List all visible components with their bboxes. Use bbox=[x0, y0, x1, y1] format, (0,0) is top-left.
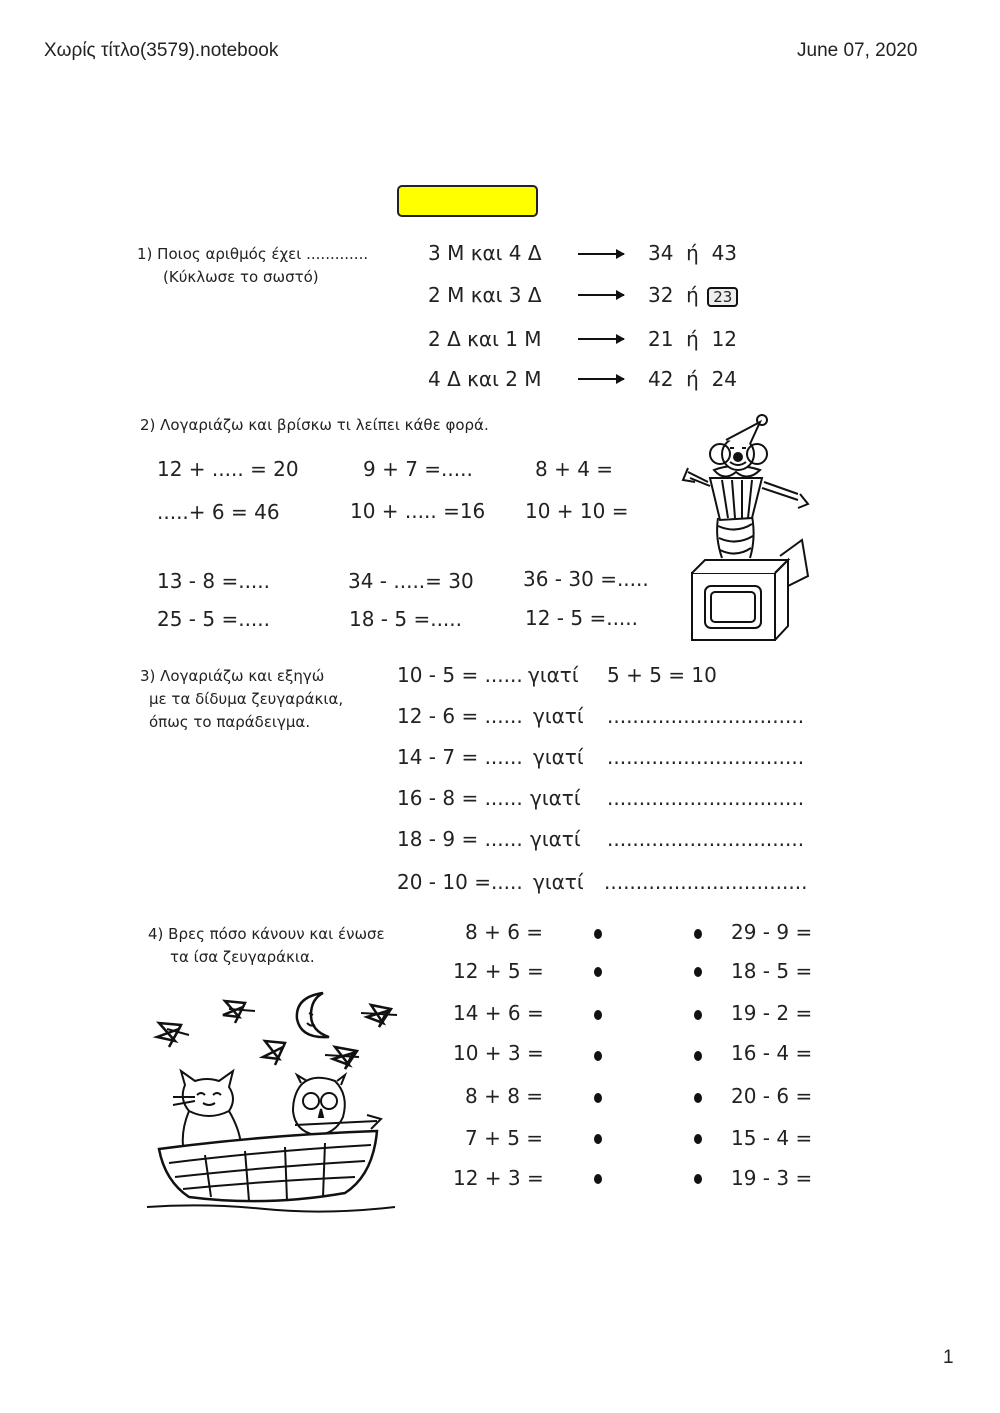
s3-expr: 12 - 6 = ...... bbox=[397, 704, 523, 728]
arrow-icon bbox=[578, 253, 624, 255]
s4-left-expr: 8 + 6 = bbox=[465, 920, 544, 944]
s3-expr: 18 - 9 = ...... bbox=[397, 827, 523, 851]
s1-row4-options bbox=[648, 367, 737, 391]
s1-row2-selected-answer[interactable]: 23 bbox=[707, 287, 738, 307]
s3-because: γιατί bbox=[533, 870, 584, 894]
s3-answer-blank[interactable]: ............................... bbox=[607, 786, 805, 810]
section1-instruction-line2: (Κύκλωσε το σωστό) bbox=[163, 268, 319, 286]
s2-exercise: 10 + ..... =16 bbox=[350, 499, 486, 523]
s3-because: γιατί bbox=[530, 827, 581, 851]
star-icon bbox=[157, 1023, 189, 1047]
s3-answer-blank[interactable]: ............................... bbox=[607, 704, 805, 728]
s1-row3-opt2: 12 bbox=[711, 327, 738, 351]
s2-exercise: 25 - 5 =..... bbox=[157, 607, 271, 631]
s4-left-dot[interactable] bbox=[594, 929, 602, 939]
s4-left-expr: 8 + 8 = bbox=[465, 1084, 544, 1108]
s2-exercise: 36 - 30 =..... bbox=[523, 567, 649, 591]
s2-exercise: 12 - 5 =..... bbox=[525, 606, 639, 630]
page-number: 1 bbox=[943, 1347, 954, 1368]
s4-left-dot[interactable] bbox=[594, 967, 602, 977]
section3-instruction-line3: όπως το παράδειγμα. bbox=[149, 713, 311, 731]
s4-left-dot[interactable] bbox=[594, 1051, 602, 1061]
s4-right-dot[interactable] bbox=[694, 929, 702, 939]
s4-right-dot[interactable] bbox=[694, 1174, 702, 1184]
s4-left-expr: 12 + 3 = bbox=[453, 1166, 544, 1190]
boat-figure bbox=[147, 1131, 395, 1212]
star-icon bbox=[223, 1001, 255, 1023]
s1-row4-or: ή bbox=[686, 367, 699, 391]
s3-because: γιατί bbox=[530, 786, 581, 810]
section4-instruction-line2: τα ίσα ζευγαράκια. bbox=[170, 948, 315, 966]
s1-row2-expr: 2 Μ και 3 Δ bbox=[428, 283, 542, 307]
section3-instruction-line2: με τα δίδυμα ζευγαράκια, bbox=[149, 690, 344, 708]
title-box bbox=[397, 185, 538, 217]
arrow-icon bbox=[578, 378, 624, 380]
document-date: June 07, 2020 bbox=[797, 40, 918, 61]
clown-in-box-illustration bbox=[680, 408, 820, 643]
s1-row2-or: ή bbox=[686, 283, 699, 307]
s2-exercise: 12 + ..... = 20 bbox=[157, 457, 299, 481]
s4-left-expr: 7 + 5 = bbox=[465, 1126, 544, 1150]
s1-row3-options bbox=[648, 327, 737, 351]
s4-left-expr: 12 + 5 = bbox=[453, 959, 544, 983]
section4-instruction-line1: 4) Βρες πόσο κάνουν και ένωσε bbox=[148, 925, 385, 943]
s1-row4-expr: 4 Δ και 2 Μ bbox=[428, 367, 542, 391]
s1-row2-opt1: 32 bbox=[648, 283, 674, 307]
s2-exercise: 13 - 8 =..... bbox=[157, 569, 271, 593]
s4-right-expr: 19 - 2 = bbox=[731, 1001, 813, 1025]
s4-left-dot[interactable] bbox=[594, 1093, 602, 1103]
s3-answer: 5 + 5 = 10 bbox=[607, 663, 717, 687]
s1-row3-expr: 2 Δ και 1 Μ bbox=[428, 327, 542, 351]
s2-exercise: .....+ 6 = 46 bbox=[157, 500, 280, 524]
s4-right-expr: 15 - 4 = bbox=[731, 1126, 813, 1150]
s3-because: γιατί bbox=[528, 663, 579, 687]
s3-answer-blank[interactable]: ................................ bbox=[604, 870, 808, 894]
s4-left-dot[interactable] bbox=[594, 1134, 602, 1144]
s3-answer-blank[interactable]: ............................... bbox=[607, 827, 805, 851]
s3-answer-blank[interactable]: ............................... bbox=[607, 745, 805, 769]
arrow-icon bbox=[578, 338, 624, 340]
s4-left-expr: 10 + 3 = bbox=[453, 1041, 544, 1065]
s1-row1-or: ή bbox=[686, 241, 699, 265]
s1-row1-opt1: 34 bbox=[648, 241, 674, 265]
section1-instruction-line1: 1) Ποιος αριθμός έχει ............. bbox=[137, 245, 369, 263]
s2-exercise: 34 - .....= 30 bbox=[348, 569, 474, 593]
s4-right-expr: 20 - 6 = bbox=[731, 1084, 813, 1108]
section3-instruction-line1: 3) Λογαριάζω και εξηγώ bbox=[140, 667, 325, 685]
s1-row1-expr: 3 Μ και 4 Δ bbox=[428, 241, 542, 265]
s4-right-dot[interactable] bbox=[694, 1093, 702, 1103]
s1-row1-opt2: 43 bbox=[711, 241, 738, 265]
s3-expr: 16 - 8 = ...... bbox=[397, 786, 523, 810]
owl-figure bbox=[293, 1075, 381, 1135]
s4-right-dot[interactable] bbox=[694, 1010, 702, 1020]
s3-expr: 10 - 5 = ...... bbox=[397, 663, 523, 687]
section2-instruction: 2) Λογαριάζω και βρίσκω τι λείπει κάθε φορά. bbox=[140, 416, 489, 434]
arrow-icon bbox=[578, 294, 624, 296]
s1-row2-options bbox=[648, 283, 738, 307]
s4-right-expr: 16 - 4 = bbox=[731, 1041, 813, 1065]
s1-row3-or: ή bbox=[686, 327, 699, 351]
s4-left-dot[interactable] bbox=[594, 1174, 602, 1184]
s4-right-dot[interactable] bbox=[694, 1051, 702, 1061]
s2-exercise: 10 + 10 = bbox=[525, 499, 629, 523]
s2-exercise: 9 + 7 =..... bbox=[363, 457, 473, 481]
s3-expr: 14 - 7 = ...... bbox=[397, 745, 523, 769]
s2-exercise: 8 + 4 = bbox=[535, 457, 614, 481]
s1-row4-opt2: 24 bbox=[711, 367, 738, 391]
s4-left-expr: 14 + 6 = bbox=[453, 1001, 544, 1025]
s4-left-dot[interactable] bbox=[594, 1010, 602, 1020]
s3-expr: 20 - 10 =..... bbox=[397, 870, 523, 894]
s1-row4-opt1: 42 bbox=[648, 367, 674, 391]
star-icon bbox=[361, 1005, 397, 1027]
s4-right-expr: 29 - 9 = bbox=[731, 920, 813, 944]
s3-because: γιατί bbox=[533, 745, 584, 769]
star-icon bbox=[325, 1047, 359, 1069]
s4-right-dot[interactable] bbox=[694, 967, 702, 977]
s3-because: γιατί bbox=[533, 704, 584, 728]
star-icon bbox=[263, 1041, 285, 1065]
s4-right-expr: 19 - 3 = bbox=[731, 1166, 813, 1190]
s4-right-expr: 18 - 5 = bbox=[731, 959, 813, 983]
document-title: Χωρίς τίτλο(3579).notebook bbox=[44, 40, 279, 61]
s4-right-dot[interactable] bbox=[694, 1134, 702, 1144]
s1-row1-options bbox=[648, 241, 737, 265]
s1-row3-opt1: 21 bbox=[648, 327, 674, 351]
moon-icon bbox=[297, 993, 329, 1037]
boat-night-illustration bbox=[145, 985, 400, 1215]
s2-exercise: 18 - 5 =..... bbox=[349, 607, 463, 631]
